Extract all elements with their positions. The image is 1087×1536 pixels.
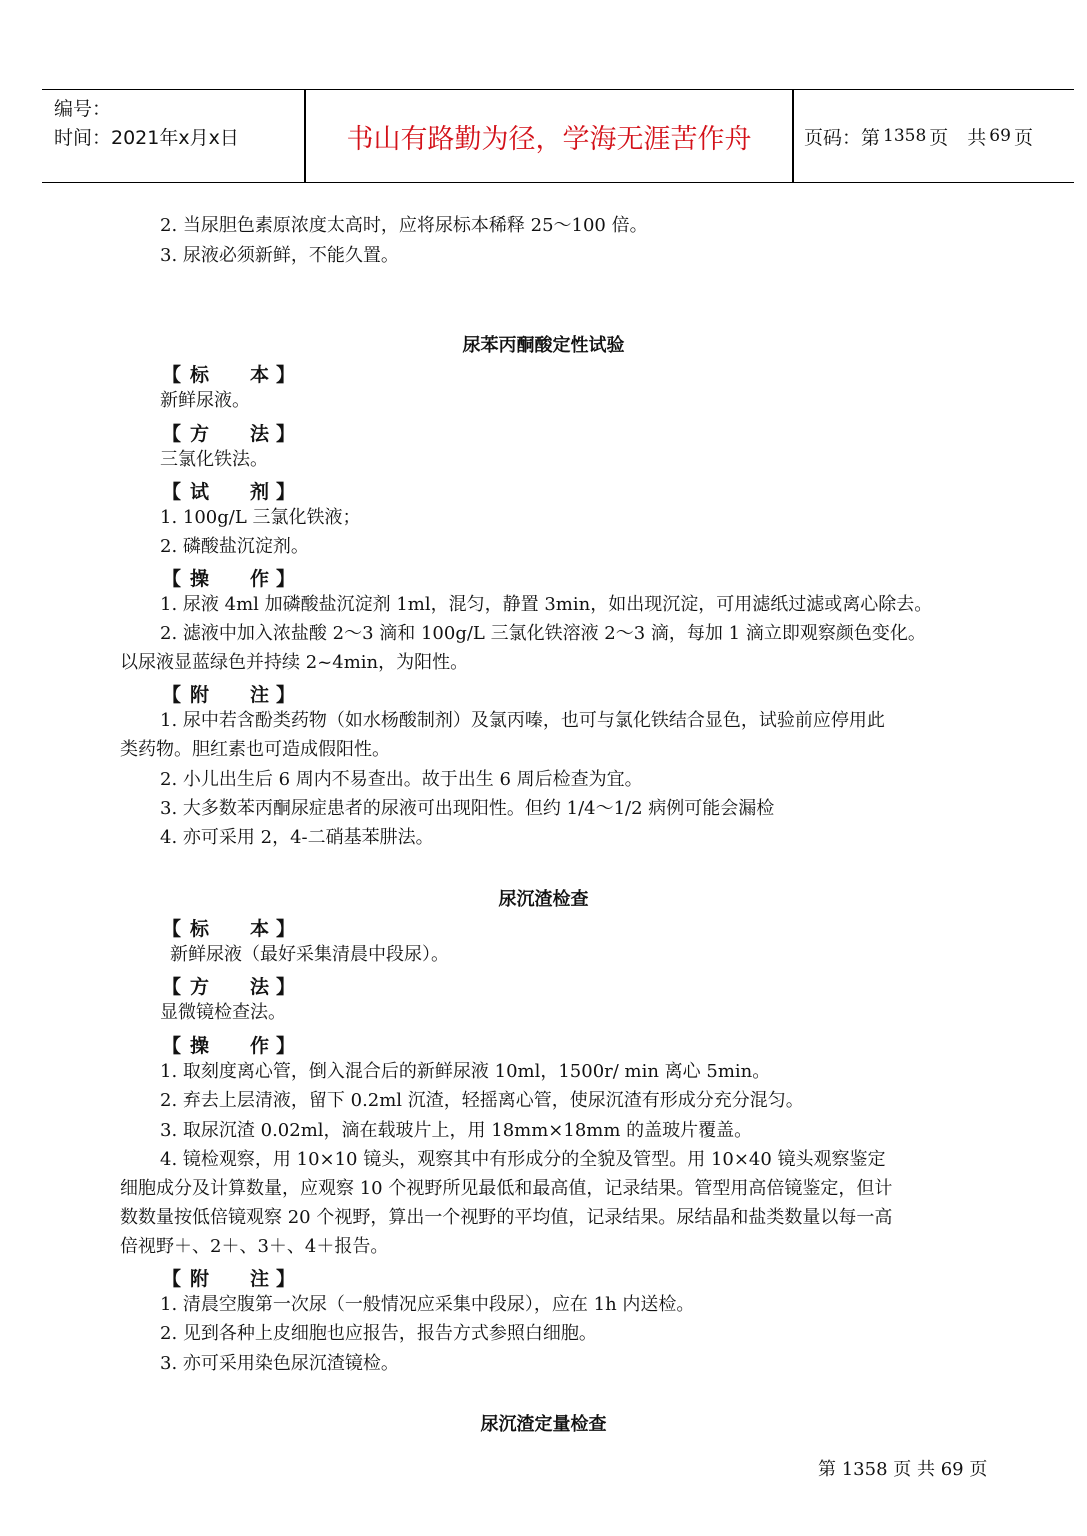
page-prefix: 页码：第 [804,126,881,149]
paragraph: 数数量按低倍镜观察 20 个视野，算出一个视野的平均值，记录结果。尿结晶和盐类数量以每一高 [120,1207,893,1228]
section-title: 尿沉渣检查 [498,889,589,910]
header-page-info [804,90,1033,182]
heading-char: 【 [162,684,182,706]
heading-char: 标 [190,918,210,940]
heading-char: 作 [250,568,270,590]
paragraph: 新鲜尿液。 [160,390,250,411]
time-label: 时间：2021年x月x日 [54,127,239,149]
heading-char: 标 [190,364,210,386]
header-motto: 书山有路勤为径，学海无涯苦作舟 [346,123,752,155]
heading-char: 【 [162,1035,182,1057]
heading-char: 】 [276,568,296,590]
paragraph: 以尿液显蓝绿色并持续 2~4min，为阳性。 [120,652,469,673]
paragraph: 显微镜检查法。 [160,1002,286,1023]
heading-char: 】 [276,481,296,503]
heading-char: 附 [190,684,210,706]
section-heading-operation [162,1031,295,1058]
heading-char: 】 [276,684,296,706]
section-heading-notes [162,1264,295,1291]
heading-char: 【 [162,976,182,998]
heading-char: 【 [162,918,182,940]
heading-char: 操 [190,568,210,590]
heading-char: 】 [276,976,296,998]
heading-char: 法 [250,423,270,445]
paragraph: 细胞成分及计算数量，应观察 10 个视野所见最低和最高值，记录结果。管型用高倍镜鉴定，但计 [120,1178,893,1199]
heading-char: 【 [162,364,182,386]
section-heading-operation [162,564,295,591]
paragraph: 2. 当尿胆色素原浓度太高时，应将尿标本稀释 25～100 倍。 [160,215,648,236]
heading-char: 【 [162,423,182,445]
heading-char: 剂 [250,481,270,503]
serial-label: 编号： [54,98,112,120]
paragraph: 倍视野＋、2＋、3＋、4＋报告。 [120,1236,389,1257]
header-divider [792,90,794,182]
section-heading-method [162,972,295,999]
heading-char: 试 [190,481,210,503]
paragraph: 3. 亦可采用染色尿沉渣镜检。 [160,1353,399,1374]
heading-char: 】 [276,423,296,445]
paragraph: 三氯化铁法。 [160,449,268,470]
paragraph: 类药物。胆红素也可造成假阳性。 [120,739,390,760]
heading-char: 作 [250,1035,270,1057]
section-heading-notes [162,680,295,707]
heading-char: 】 [276,364,296,386]
section-title: 尿苯丙酮酸定性试验 [462,335,625,356]
heading-char: 】 [276,1268,296,1290]
paragraph: 2. 磷酸盐沉淀剂。 [160,536,309,557]
heading-char: 方 [190,423,210,445]
paragraph: 2. 见到各种上皮细胞也应报告，报告方式参照白细胞。 [160,1323,597,1344]
paragraph: 3. 尿液必须新鲜，不能久置。 [160,245,399,266]
section-heading-specimen [162,914,295,941]
heading-char: 】 [276,918,296,940]
paragraph: 1. 取刻度离心管，倒入混合后的新鲜尿液 10ml，1500r/ min 离心 5min。 [160,1061,771,1082]
section-heading-specimen [162,360,295,387]
heading-char: 】 [276,1035,296,1057]
heading-char: 法 [250,976,270,998]
paragraph: 1. 100g/L 三氯化铁液； [160,507,361,528]
heading-char: 本 [250,918,270,940]
heading-char: 注 [250,684,270,706]
page-number: 1358 [883,126,927,146]
section-heading-method [162,419,295,446]
heading-char: 操 [190,1035,210,1057]
paragraph: 4. 亦可采用 2，4-二硝基苯肼法。 [160,827,434,848]
page-suffix: 页 [1013,126,1033,149]
paragraph: 2. 滤液中加入浓盐酸 2～3 滴和 100g/L 三氯化铁溶液 2～3 滴，每加 1 滴立即观察颜色变化。 [160,623,926,644]
heading-char: 方 [190,976,210,998]
heading-char: 附 [190,1268,210,1290]
paragraph: 4. 镜检观察，用 10×10 镜头，观察其中有形成分的全貌及管型。用 10×40 镜头观察鉴定 [160,1149,886,1170]
page-total: 69 [989,126,1011,146]
header-meta [54,95,304,153]
paragraph: 2. 弃去上层清液，留下 0.2ml 沉渣，轻摇离心管，使尿沉渣有形成分充分混匀。 [160,1090,804,1111]
paragraph: 新鲜尿液（最好采集清晨中段尿）。 [170,944,449,965]
section-heading-reagent [162,477,295,504]
paragraph: 2. 小儿出生后 6 周内不易查出。故于出生 6 周后检查为宜。 [160,769,643,790]
section-title: 尿沉渣定量检查 [480,1414,607,1435]
heading-char: 【 [162,481,182,503]
paragraph: 3. 大多数苯丙酮尿症患者的尿液可出现阳性。但约 1/4～1/2 病例可能会漏检 [160,798,775,819]
heading-char: 注 [250,1268,270,1290]
page-header [42,89,1074,183]
heading-char: 【 [162,568,182,590]
heading-char: 【 [162,1268,182,1290]
paragraph: 1. 清晨空腹第一次尿（一般情况应采集中段尿），应在 1h 内送检。 [160,1294,695,1315]
paragraph: 3. 取尿沉渣 0.02ml，滴在载玻片上，用 18mm×18mm 的盖玻片覆盖。 [160,1120,753,1141]
paragraph: 1. 尿中若含酚类药物（如水杨酸制剂）及氯丙嗪，也可与氯化铁结合显色，试验前应停用此 [160,710,885,731]
heading-char: 本 [250,364,270,386]
page-footer: 第 1358 页 共 69 页 [818,1459,988,1480]
page-mid: 页 共 [929,126,987,149]
paragraph: 1. 尿液 4ml 加磷酸盐沉淀剂 1ml，混匀，静置 3min，如出现沉淀，可用滤纸过滤或离心除去。 [160,594,933,615]
